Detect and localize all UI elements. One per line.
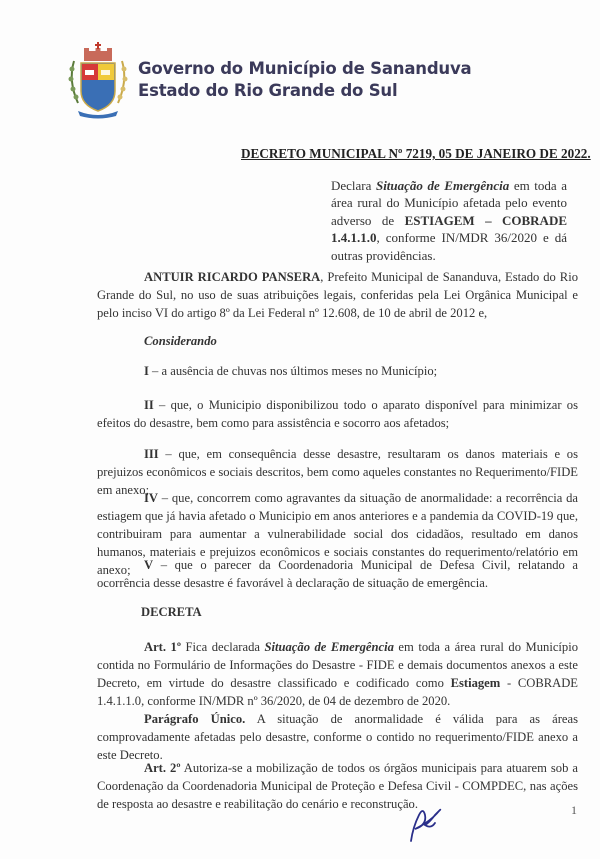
item-number: V	[144, 558, 154, 572]
item-number: IV	[144, 491, 158, 505]
article-emphasis: Situação de Emergência	[264, 640, 394, 654]
item-text: – que, concorrem como agravantes da situação de anormalidade: a recorrência da estiagem que já havia afetado o Municipio em anos anteriores e a pandemia da COVID-19 que, contribuiram para aumentar a vulnerabilidade social dos cidadãos, resultado em danos humanos, materiais e prejuizos econômicos e sociais constantes do requerimento/relatório em anexo;	[97, 491, 578, 577]
article-label: Art. 2º	[144, 761, 181, 775]
state-name: Estado do Rio Grande do Sul	[138, 81, 398, 100]
mayor-name: ANTUIR RICARDO PANSERA	[144, 270, 321, 284]
letterhead	[66, 40, 471, 120]
article-2	[97, 759, 578, 813]
considerando-label: Considerando	[144, 334, 217, 348]
government-name: Governo do Município de Sananduva	[138, 59, 472, 78]
page-number: 1	[571, 803, 577, 817]
article-text: - COBRADE 1.4.1.1.0, conforme IN/MDR nº 36/2020, de 04 de dezembro de 2020.	[97, 676, 578, 708]
item-number: III	[144, 447, 159, 461]
considerando-heading	[97, 332, 578, 350]
article-label: Art. 1º	[144, 640, 182, 654]
article-text: Fica declarada	[181, 640, 265, 654]
article-text: Autoriza-se a mobilização de todos os órgãos municipais para atuarem sob a Coordenação da Coordenadoria Municipal de Proteção e Defesa Civil - COMPDEC, nas ações de resposta ao desastre e reabilitação do cenário e reconstrução.	[97, 761, 578, 811]
preamble-text: , Prefeito Municipal de Sananduva, Estado do Rio Grande do Sul, no uso de suas atribuições legais, conferidas pela Lei Orgânica Municipal e pelo inciso VI do artigo 8º da Lei Federal nº 12.608, de 10 de abril de 2012 e,	[97, 270, 578, 320]
handwritten-initials-signature-icon	[405, 803, 445, 850]
article-text: em toda a área rural do Município contida no Formulário de Informações do Desastre - FIDE e demais documentos anexos a este Decreto, em virtude do desastre classificado e codificado como	[97, 640, 578, 690]
decree-summary	[331, 177, 567, 264]
paragrafo-unico	[97, 710, 578, 764]
item-text: – que, em consequência desse desastre, resultaram os danos materiais e os prejuizos econômicos e sociais descritos, bem como aqueles constantes no Requerimento/FIDE em anexo;	[97, 447, 578, 497]
preamble-paragraph	[97, 268, 578, 322]
considerando-item	[97, 362, 578, 380]
summary-text: , conforme IN/MDR 36/2020 e dá outras providências.	[331, 230, 567, 263]
summary-text: Declara	[331, 178, 376, 193]
item-text: – que o parecer da Coordenadoria Municipal de Defesa Civil, relatando a ocorrência desse desastre é favorável à declaração de situação de emergência.	[97, 558, 578, 590]
decreta-heading	[97, 603, 578, 621]
summary-cobrade: ESTIAGEM – COBRADE 1.4.1.1.0	[331, 212, 567, 246]
paragraph-text: A situação de anormalidade é válida para as áreas comprovadamente afetadas pelo desastre, conforme o contido no requerimento/FIDE anexo a este Decreto.	[97, 712, 578, 762]
decreta-label: DECRETA	[141, 605, 202, 619]
decree-title: DECRETO MUNICIPAL Nº 7219, 05 DE JANEIRO DE 2022.	[241, 146, 591, 161]
item-text: – que, o Municipio disponibilizou todo o aparato disponível para minimizar os efeitos do desastre, bem como para assistência e socorro aos afetados;	[97, 398, 578, 430]
item-number: I	[144, 364, 149, 378]
summary-text: em toda a área rural do Município afetada pelo evento adverso de	[331, 178, 567, 228]
summary-emphasis: Situação de Emergência	[375, 178, 510, 193]
paragraph-label: Parágrafo Único.	[144, 712, 246, 726]
considerando-item	[97, 556, 578, 592]
municipal-coat-of-arms-icon	[66, 41, 130, 119]
considerando-item	[97, 396, 578, 432]
article-1	[97, 638, 578, 710]
article-bold: Estiagem	[450, 676, 501, 690]
item-text: – a ausência de chuvas nos últimos meses no Município;	[148, 364, 438, 378]
item-number: II	[144, 398, 154, 412]
